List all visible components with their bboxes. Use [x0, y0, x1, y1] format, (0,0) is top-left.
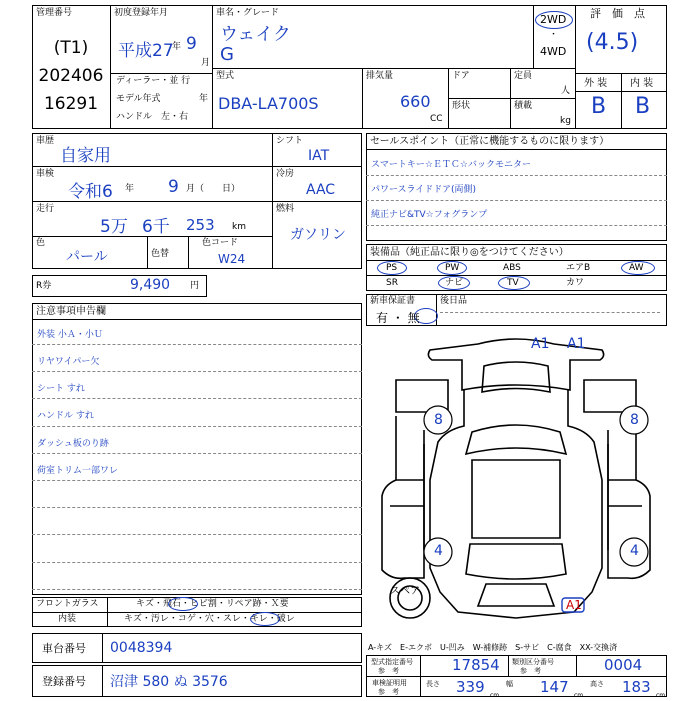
- glass-circle: [168, 597, 198, 611]
- r-unit: 円: [190, 281, 200, 291]
- hyoka-label: 評 価 点: [590, 7, 645, 20]
- interior-label: 内装: [58, 614, 77, 624]
- note-rule: [32, 344, 362, 345]
- note-rule: [32, 507, 362, 508]
- drive-dot: ・: [549, 30, 559, 40]
- damage-legend: A-キズ E-エクボ U-凹み W-補修跡 S-サビ C-腐食 XX-交換済: [368, 643, 618, 652]
- note-rule: [32, 453, 362, 454]
- sales-item: スマートキー☆ＥＴＣ☆バックモニター: [371, 160, 531, 170]
- after-label: 後日品: [440, 296, 468, 306]
- notes-title: 注意事項申告欄: [36, 306, 106, 317]
- irogae-label: 色替: [151, 249, 170, 259]
- kg-unit: kg: [560, 116, 571, 126]
- haba: 147: [540, 678, 569, 696]
- r-label: R券: [36, 281, 52, 291]
- equip-tv: TV: [507, 278, 519, 288]
- naiso-grade: B: [635, 94, 651, 119]
- gaiso-label: 外 装: [584, 78, 608, 89]
- color-code: W24: [218, 252, 246, 266]
- damage-mark: A1: [566, 598, 582, 612]
- drive-2wd: 2WD: [540, 13, 567, 26]
- equipment-title: 装備品（純正品に限り◎をつけてください）: [370, 247, 569, 258]
- r-value: 9,490: [130, 277, 171, 293]
- plate-label: 登録番号: [42, 675, 86, 688]
- note-line: ハンドル すれ: [37, 411, 94, 421]
- chassis-number: 0048394: [110, 640, 173, 656]
- sales-title: セールスポイント（正常に機能するものに限ります）: [370, 136, 610, 147]
- door-label: ドア: [452, 71, 470, 81]
- kanri-label: 管理番号: [36, 8, 73, 18]
- shomei-label: 車検証明用: [372, 679, 407, 687]
- soko-man: 5万: [100, 217, 128, 237]
- r-ken-row: [32, 275, 207, 297]
- damage-mark: A1: [567, 336, 586, 352]
- interior-text: キズ・汚レ・コゲ・穴・スレ・キレ・破レ: [124, 614, 295, 624]
- glass-label: フロントガラス: [36, 599, 99, 609]
- cm-unit: cm: [490, 692, 500, 699]
- shift: IAT: [308, 148, 330, 164]
- ruibetsu-label: 類別区分番号: [512, 658, 554, 666]
- model-year-unit: 年: [199, 94, 209, 104]
- warranty-value: 有 ・ 無: [376, 311, 420, 325]
- km-unit: km: [232, 222, 246, 232]
- haikiryo: 660: [400, 92, 431, 111]
- haikiryo-label: 排気量: [366, 71, 394, 81]
- car-label: 車名・グレード: [216, 8, 280, 18]
- haba-label: 幅: [506, 680, 513, 688]
- shodo-label: 初度登録年月: [114, 8, 169, 18]
- notes-section: [32, 303, 362, 595]
- shaken-month-unit: 月（ 日）: [186, 184, 241, 194]
- chassis-label: 車台番号: [42, 642, 86, 655]
- iro: パール: [66, 249, 108, 265]
- teiin-label: 定員: [514, 71, 533, 81]
- ruibetsu: 0004: [604, 656, 643, 674]
- sales-item: 純正ナビ&TV☆フォグランプ: [371, 210, 488, 220]
- reibo: AAC: [306, 182, 336, 198]
- taka-label: 高さ: [590, 680, 604, 688]
- equip-leather: カワ: [566, 278, 585, 288]
- katashiki-label: 型式: [216, 71, 235, 81]
- cm-unit: cm: [574, 692, 584, 699]
- color-code-label: 色コード: [202, 238, 239, 248]
- reibo-label: 冷房: [276, 169, 295, 179]
- sankou-3: 参 考: [378, 688, 399, 696]
- keijo-label: 形状: [452, 101, 471, 111]
- note-line: リヤワイパー欠: [37, 357, 100, 367]
- note-rule: [32, 398, 362, 399]
- shaken-year-unit: 年: [125, 184, 135, 194]
- shift-label: シフト: [276, 136, 304, 146]
- damage-mark: 8: [630, 412, 639, 428]
- shodo-era: 平成27: [118, 41, 174, 61]
- damage-mark: A1: [531, 336, 550, 352]
- equip-airbag: エアB: [566, 263, 591, 273]
- shodo-month: 9: [186, 34, 197, 54]
- shareki-label: 車歴: [36, 136, 55, 146]
- naga-label: 長さ: [426, 680, 440, 688]
- damage-mark: 8: [434, 412, 443, 428]
- naiso-label: 内 装: [630, 78, 654, 89]
- plate-number: 沼津 580 ぬ 3576: [110, 674, 228, 690]
- note-line: ダッシュ板のり跡: [37, 439, 109, 449]
- nenryo-label: 燃料: [276, 204, 295, 214]
- taka: 183: [622, 678, 651, 696]
- equip-navi: ナビ: [445, 278, 464, 288]
- shaken-label: 車検: [36, 169, 55, 179]
- katashiki-shitei-label: 型式指定番号: [371, 658, 413, 666]
- sales-item: パワースライドドア(両側): [371, 185, 477, 195]
- grade: G: [220, 44, 234, 65]
- glass-text: キズ・飛石・ヒビ割・リペア跡・Ｘ要: [136, 599, 289, 609]
- katashiki-shitei: 17854: [452, 656, 500, 674]
- shaken-month: 9: [168, 177, 179, 197]
- interior-circle: [250, 612, 280, 626]
- equip-sr: SR: [386, 278, 398, 288]
- equip-ps: PS: [386, 263, 398, 273]
- shodo-month-unit: 月: [201, 58, 211, 68]
- soko-rest: 253: [186, 216, 215, 234]
- naga: 339: [456, 678, 485, 696]
- note-rule: [32, 534, 362, 535]
- gaiso-grade: B: [591, 94, 607, 119]
- iro-label: 色: [36, 238, 46, 248]
- drive-4wd: 4WD: [540, 45, 567, 58]
- nenryo: ガソリン: [290, 227, 346, 243]
- shaken-era: 令和6: [68, 182, 113, 202]
- equip-pw: PW: [445, 263, 460, 273]
- note-rule: [32, 426, 362, 427]
- damage-mark: 4: [630, 543, 639, 559]
- note-rule: [32, 589, 362, 590]
- dealer-label: ディーラー・並 行: [116, 76, 191, 86]
- sankou-2: 参 考: [520, 667, 541, 675]
- model-year-label: モデル年式: [116, 94, 161, 104]
- soko-label: 走行: [36, 204, 55, 214]
- shareki: 自家用: [60, 146, 111, 166]
- warranty-label: 新車保証書: [370, 296, 416, 306]
- katashiki: DBA-LA700S: [218, 94, 319, 113]
- hyoka-score: (4.5): [586, 30, 639, 55]
- note-line: 外装 小Ａ・小Ｕ: [37, 330, 103, 340]
- equip-aw: AW: [629, 263, 644, 273]
- spare-label: スペア: [390, 586, 420, 597]
- damage-mark: 4: [434, 543, 443, 559]
- note-line: シート すれ: [37, 384, 85, 394]
- sankou-1: 参 考: [378, 667, 399, 675]
- note-rule: [32, 480, 362, 481]
- equip-abs: ABS: [503, 263, 521, 273]
- top-section: [32, 5, 667, 129]
- shodo-year-unit: 年: [172, 42, 182, 52]
- note-rule: [32, 562, 362, 563]
- car-name: ウェイク: [220, 24, 291, 45]
- person-unit: 人: [561, 86, 571, 96]
- kanri-number: (T1) 202406 16291: [38, 38, 104, 114]
- handle-label: ハンドル 左・右: [116, 112, 189, 122]
- sekisai-label: 積載: [514, 101, 533, 111]
- cm-unit: cm: [656, 692, 666, 699]
- soko-sen: 6千: [142, 217, 170, 237]
- note-rule: [32, 371, 362, 372]
- cc-unit: CC: [430, 114, 443, 124]
- note-line: 荷室トリム一部ワレ: [37, 466, 119, 476]
